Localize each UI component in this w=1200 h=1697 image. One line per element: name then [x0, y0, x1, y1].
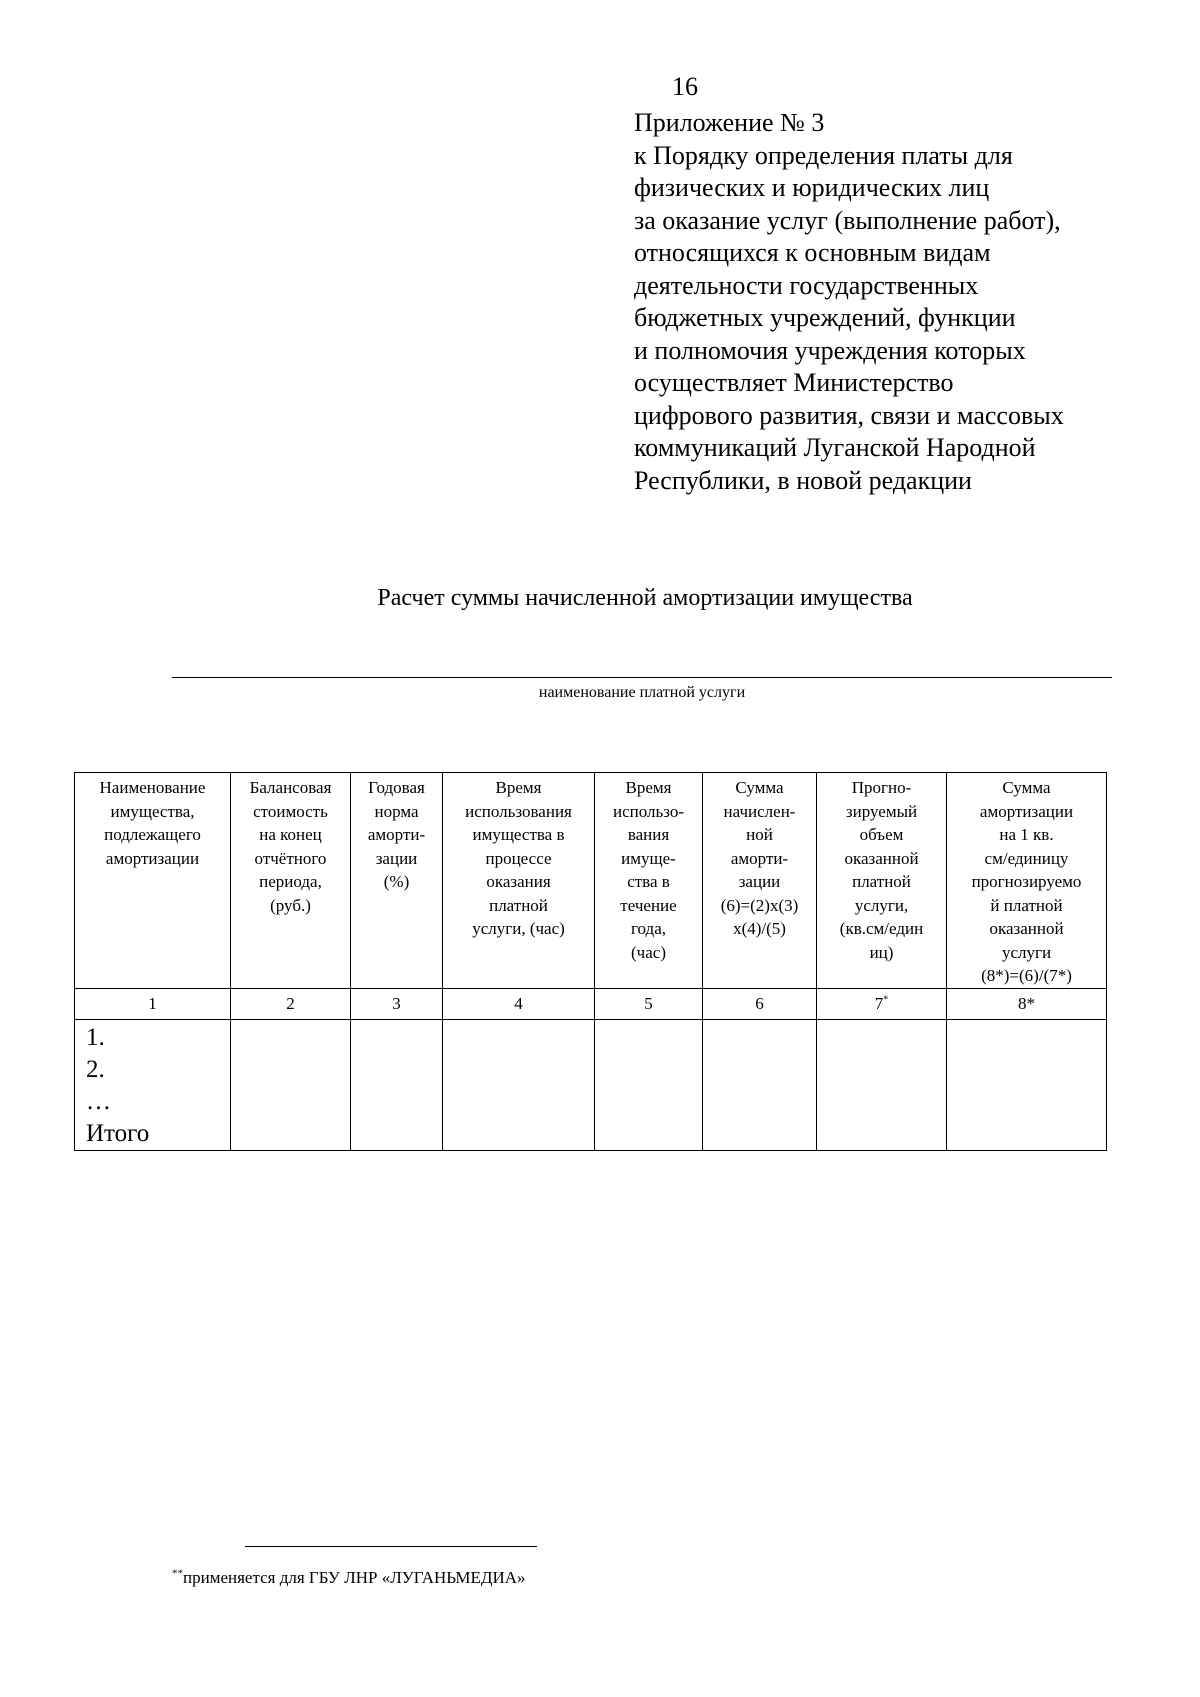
column-number: 8*	[947, 988, 1107, 1019]
header-line: прогнозируемо	[971, 872, 1082, 891]
header-line: норма	[374, 801, 419, 821]
header-cell	[351, 773, 443, 989]
header-line: й платной	[990, 895, 1063, 915]
header-line: Сумма	[1002, 778, 1051, 797]
header-line: аморти-	[730, 848, 789, 868]
header-cell	[703, 773, 817, 989]
header-line: (кв.см/един	[839, 919, 924, 938]
header-line: зации	[375, 848, 418, 868]
header-line: платной	[489, 895, 548, 915]
header-cell	[231, 773, 351, 989]
document-heading: Расчет суммы начисленной амортизации имущества	[377, 585, 913, 611]
appendix-block	[634, 107, 1154, 497]
column-number: 5	[595, 988, 703, 1019]
table-row	[75, 1019, 1107, 1150]
appendix-line: и полномочия учреждения которых	[634, 335, 1026, 365]
header-line: подлежащего	[104, 825, 201, 844]
header-line: (%)	[383, 872, 410, 891]
header-line: (руб.)	[270, 895, 311, 915]
header-line: на конец	[259, 825, 322, 844]
header-line: течение	[620, 895, 677, 915]
header-line: ной	[746, 825, 773, 844]
header-line: Время	[625, 778, 672, 797]
appendix-line: относящихся к основным видам	[634, 238, 991, 267]
header-line: имущества,	[110, 801, 195, 821]
header-line: Балансовая	[249, 778, 332, 797]
header-line: амортизации	[979, 801, 1074, 821]
column-number: 4	[443, 988, 595, 1019]
footnote	[172, 1567, 526, 1589]
appendix-line: за оказание услуг (выполнение работ),	[634, 205, 1061, 235]
appendix-line: физических и юридических лиц	[634, 173, 990, 202]
empty-cell	[595, 1019, 703, 1150]
empty-cell	[231, 1019, 351, 1150]
header-line: на 1 кв.	[999, 825, 1054, 844]
header-line: вания	[627, 825, 670, 844]
empty-cell	[443, 1019, 595, 1150]
header-line: отчётного	[254, 848, 327, 868]
header-line: объем	[859, 825, 904, 844]
header-line: платной	[852, 872, 911, 891]
column-number: 1	[75, 988, 231, 1019]
column-number-row	[75, 988, 1107, 1019]
header-line: стоимость	[253, 801, 328, 821]
amortization-table	[74, 772, 1107, 1151]
header-line: х(4)/(5)	[733, 919, 786, 938]
appendix-line: бюджетных учреждений, функции	[634, 303, 1016, 332]
appendix-line: деятельности государственных	[634, 270, 979, 300]
header-line: (8*)=(6)/(7*)	[981, 966, 1072, 985]
header-line: использо-	[612, 801, 685, 821]
header-line: аморти-	[367, 825, 426, 844]
appendix-line: к Порядку определения платы для	[634, 140, 1013, 170]
header-line: см/единицу	[984, 848, 1069, 868]
empty-cell	[947, 1019, 1107, 1150]
header-cell	[817, 773, 947, 989]
empty-cell	[703, 1019, 817, 1150]
header-line: имуще-	[621, 848, 676, 868]
column-number-value: 7	[874, 993, 884, 1013]
asterisk-mark: *	[883, 994, 889, 1006]
service-name-blank-line	[172, 677, 1112, 678]
header-line: года,	[630, 919, 666, 938]
header-line: процессе	[485, 848, 552, 868]
empty-cell	[351, 1019, 443, 1150]
header-line: зируемый	[845, 801, 918, 821]
header-line: услуги, (час)	[472, 919, 565, 938]
header-line: услуги,	[854, 895, 909, 915]
header-line: Сумма	[735, 778, 784, 797]
header-line: имущества в	[472, 825, 565, 844]
header-line: амортизации	[105, 848, 200, 868]
row-item: 1.	[86, 1023, 105, 1051]
appendix-line: Республики, в новой редакции	[634, 465, 972, 495]
header-line: (6)=(2)х(3)	[720, 895, 799, 915]
footnote-mark: **	[172, 1567, 183, 1580]
header-line: оказанной	[989, 919, 1064, 938]
item-list-cell	[75, 1019, 231, 1150]
column-number: 6	[703, 988, 817, 1019]
header-line: Прогно-	[851, 778, 912, 797]
header-line: (час)	[631, 942, 666, 962]
column-number-7	[817, 988, 947, 1019]
column-number: 3	[351, 988, 443, 1019]
header-line: зации	[738, 872, 781, 891]
page-number: 16	[672, 72, 698, 101]
header-line: Наименование	[99, 778, 206, 797]
header-line: оказания	[486, 872, 551, 891]
table-header-row	[75, 773, 1107, 989]
header-cell	[75, 773, 231, 989]
header-line: Время	[495, 778, 542, 797]
footnote-rule	[245, 1546, 537, 1547]
footnote-text: применяется для ГБУ ЛНР «ЛУГАНЬМЕДИА»	[183, 1568, 526, 1587]
header-line: ства в	[627, 872, 670, 891]
service-name-caption: наименование платной услуги	[538, 684, 746, 701]
header-cell	[947, 773, 1107, 989]
appendix-line: осуществляет Министерство	[634, 368, 954, 397]
appendix-line: коммуникаций Луганской Народной	[634, 433, 1036, 462]
row-item-total: Итого	[86, 1119, 150, 1147]
appendix-title: Приложение № 3	[634, 108, 825, 137]
header-cell	[595, 773, 703, 989]
header-line: периода,	[259, 872, 322, 891]
empty-cell	[817, 1019, 947, 1150]
header-line: Годовая	[368, 778, 425, 797]
header-line: иц)	[869, 942, 894, 962]
header-line: начислен-	[723, 801, 796, 821]
row-item: …	[86, 1087, 111, 1115]
header-line: услуги	[1001, 942, 1052, 962]
header-line: оказанной	[844, 848, 919, 868]
row-item: 2.	[86, 1055, 105, 1083]
header-cell	[443, 773, 595, 989]
header-line: использования	[465, 801, 572, 821]
appendix-line: цифрового развития, связи и массовых	[634, 400, 1064, 430]
column-number: 2	[231, 988, 351, 1019]
